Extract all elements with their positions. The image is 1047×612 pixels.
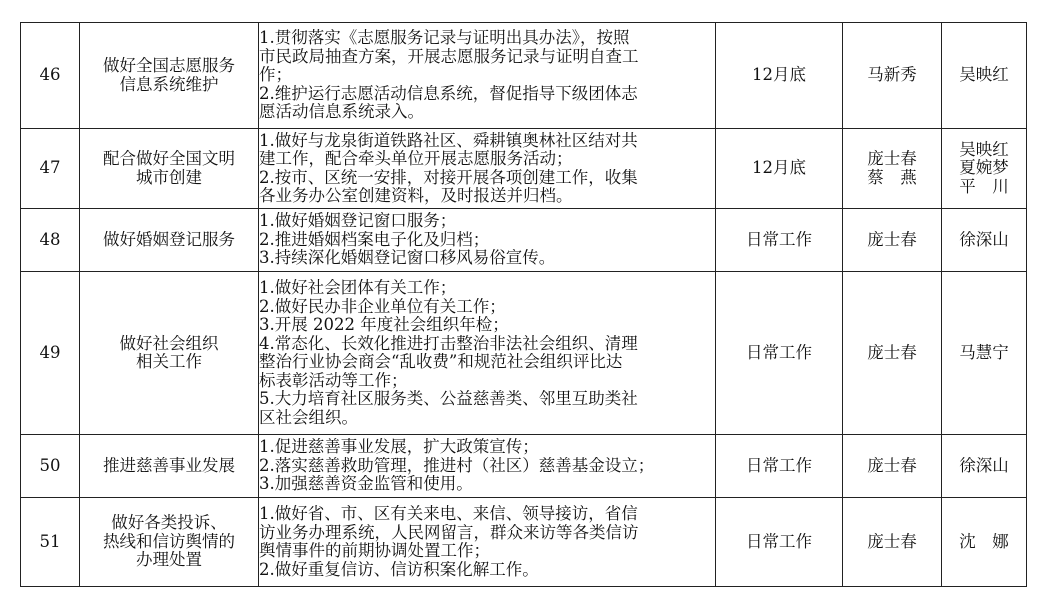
task-name-cell	[80, 435, 259, 498]
row-number: 51	[21, 498, 80, 587]
responsible-name: 夏婉梦	[959, 158, 1009, 178]
task-detail-line: 2.落实慈善救助管理，推进村（社区）慈善基金设立；	[259, 456, 655, 475]
leader-name: 马新秀	[867, 65, 917, 85]
task-detail-cell	[259, 23, 716, 129]
task-detail-line: 2.按市、区统一安排，对接开展各项创建工作，收集	[259, 168, 638, 187]
row-number: 49	[21, 272, 80, 435]
responsible-name: 徐深山	[959, 455, 1009, 475]
task-detail-cell	[259, 498, 716, 587]
task-detail-line: 2.推进婚姻档案电子化及归档；	[259, 230, 490, 249]
responsible-cell	[942, 129, 1027, 209]
task-name-line: 相关工作	[136, 352, 202, 371]
leader-cell	[843, 23, 942, 129]
task-detail-line: 2.维护运行志愿活动信息系统，督促指导下级团体志	[259, 84, 638, 103]
leader-name: 庞士春	[867, 229, 917, 249]
task-detail-line: 2.做好民办非企业单位有关工作；	[259, 297, 506, 316]
task-detail-line: 各业务办公室创建资料，及时报送并归档。	[259, 187, 573, 205]
task-name-line: 做好全国志愿服务	[103, 56, 235, 75]
table-row	[21, 272, 1027, 435]
leader-cell	[843, 498, 942, 587]
task-detail-line: 1.促进慈善事业发展，扩大政策宣传；	[259, 438, 539, 457]
task-detail-cell	[259, 435, 716, 498]
responsible-cell	[942, 435, 1027, 498]
task-detail-line: 访业务办理系统，人民网留言，群众来访等各类信访	[259, 523, 639, 542]
task-detail-line: 2.做好重复信访、信访积案化解工作。	[259, 560, 539, 579]
task-detail-cell	[259, 129, 716, 209]
task-name-line: 推进慈善事业发展	[103, 455, 235, 475]
deadline-cell: 12月底	[716, 129, 843, 209]
responsible-name: 沈 娜	[959, 531, 1009, 551]
row-number: 48	[21, 209, 80, 272]
deadline-cell: 12月底	[716, 23, 843, 129]
task-detail-line: 1.做好省、市、区有关来电、来信、领导接访，省信	[259, 505, 638, 523]
responsible-name: 吴映红	[959, 65, 1009, 85]
table-row	[21, 23, 1027, 129]
leader-cell	[843, 435, 942, 498]
task-detail-line: 1.贯彻落实《志愿服务记录与证明出具办法》，按照	[259, 29, 630, 48]
deadline-cell: 日常工作	[716, 498, 843, 587]
deadline-cell: 日常工作	[716, 435, 843, 498]
task-name-line: 做好各类投诉、	[111, 513, 227, 533]
task-name-cell	[80, 272, 259, 435]
task-name-cell	[80, 498, 259, 587]
leader-name: 蔡 燕	[867, 167, 917, 187]
responsible-cell	[942, 498, 1027, 587]
row-number: 47	[21, 129, 80, 209]
task-detail-cell	[259, 272, 716, 435]
task-detail-line: 3.持续深化婚姻登记窗口移风易俗宣传。	[259, 249, 556, 268]
task-name-line: 城市创建	[136, 167, 202, 187]
task-detail-line: 3.加强慈善资金监管和使用。	[259, 475, 473, 494]
task-detail-line: 1.做好婚姻登记窗口服务；	[259, 212, 457, 231]
task-detail-line: 1.做好社会团体有关工作；	[259, 279, 457, 297]
task-name-cell	[80, 23, 259, 129]
responsible-cell	[942, 272, 1027, 435]
task-detail-line: 区社会组织。	[259, 408, 358, 427]
leader-name: 庞士春	[867, 149, 917, 168]
task-name-line: 办理处置	[136, 550, 202, 570]
task-name-cell	[80, 209, 259, 272]
deadline-cell: 日常工作	[716, 272, 843, 435]
task-detail-line: 4.常态化、长效化推进打击整治非法社会组织、清理	[259, 334, 638, 353]
leader-name: 庞士春	[867, 531, 917, 551]
task-detail-line: 作；	[259, 66, 292, 85]
task-detail-line: 舆情事件的前期协调处置工作；	[259, 542, 490, 560]
task-name-line: 信息系统维护	[119, 74, 219, 94]
leader-name: 庞士春	[867, 342, 917, 362]
task-name-cell	[80, 129, 259, 209]
deadline-cell: 日常工作	[716, 209, 843, 272]
work-plan-table	[20, 22, 1027, 587]
leader-cell	[843, 209, 942, 272]
responsible-cell	[942, 23, 1027, 129]
task-detail-line: 愿活动信息系统录入。	[259, 103, 424, 122]
task-name-line: 做好社会组织	[119, 333, 219, 353]
table-row	[21, 435, 1027, 498]
responsible-name: 徐深山	[959, 229, 1009, 249]
table-row	[21, 129, 1027, 209]
row-number: 46	[21, 23, 80, 129]
leader-cell	[843, 129, 942, 209]
task-detail-line: 市民政局抽查方案，开展志愿服务记录与证明自查工	[259, 47, 639, 66]
task-name-line: 做好婚姻登记服务	[103, 229, 235, 249]
table-row	[21, 498, 1027, 587]
task-detail-line: 整治行业协会商会“乱收费”和规范社会组织评比达	[259, 353, 623, 371]
leader-cell	[843, 272, 942, 435]
task-detail-cell	[259, 209, 716, 272]
task-detail-line: 标表彰活动等工作；	[259, 371, 408, 390]
task-detail-line: 5.大力培育社区服务类、公益慈善类、邻里互助类社	[259, 390, 638, 408]
leader-name: 庞士春	[867, 455, 917, 475]
task-detail-line: 建工作，配合牵头单位开展志愿服务活动；	[259, 150, 573, 168]
row-number: 50	[21, 435, 80, 498]
responsible-name: 马慧宁	[959, 342, 1009, 362]
task-detail-line: 1.做好与龙泉街道铁路社区、舜耕镇奥林社区结对共	[259, 131, 638, 150]
task-name-line: 配合做好全国文明	[103, 149, 235, 168]
responsible-name: 平 川	[959, 176, 1009, 196]
table-row	[21, 209, 1027, 272]
responsible-cell	[942, 209, 1027, 272]
task-name-line: 热线和信访舆情的	[103, 531, 235, 551]
task-detail-line: 3.开展 2022 年度社会组织年检；	[259, 316, 509, 334]
responsible-name: 吴映红	[959, 139, 1009, 159]
